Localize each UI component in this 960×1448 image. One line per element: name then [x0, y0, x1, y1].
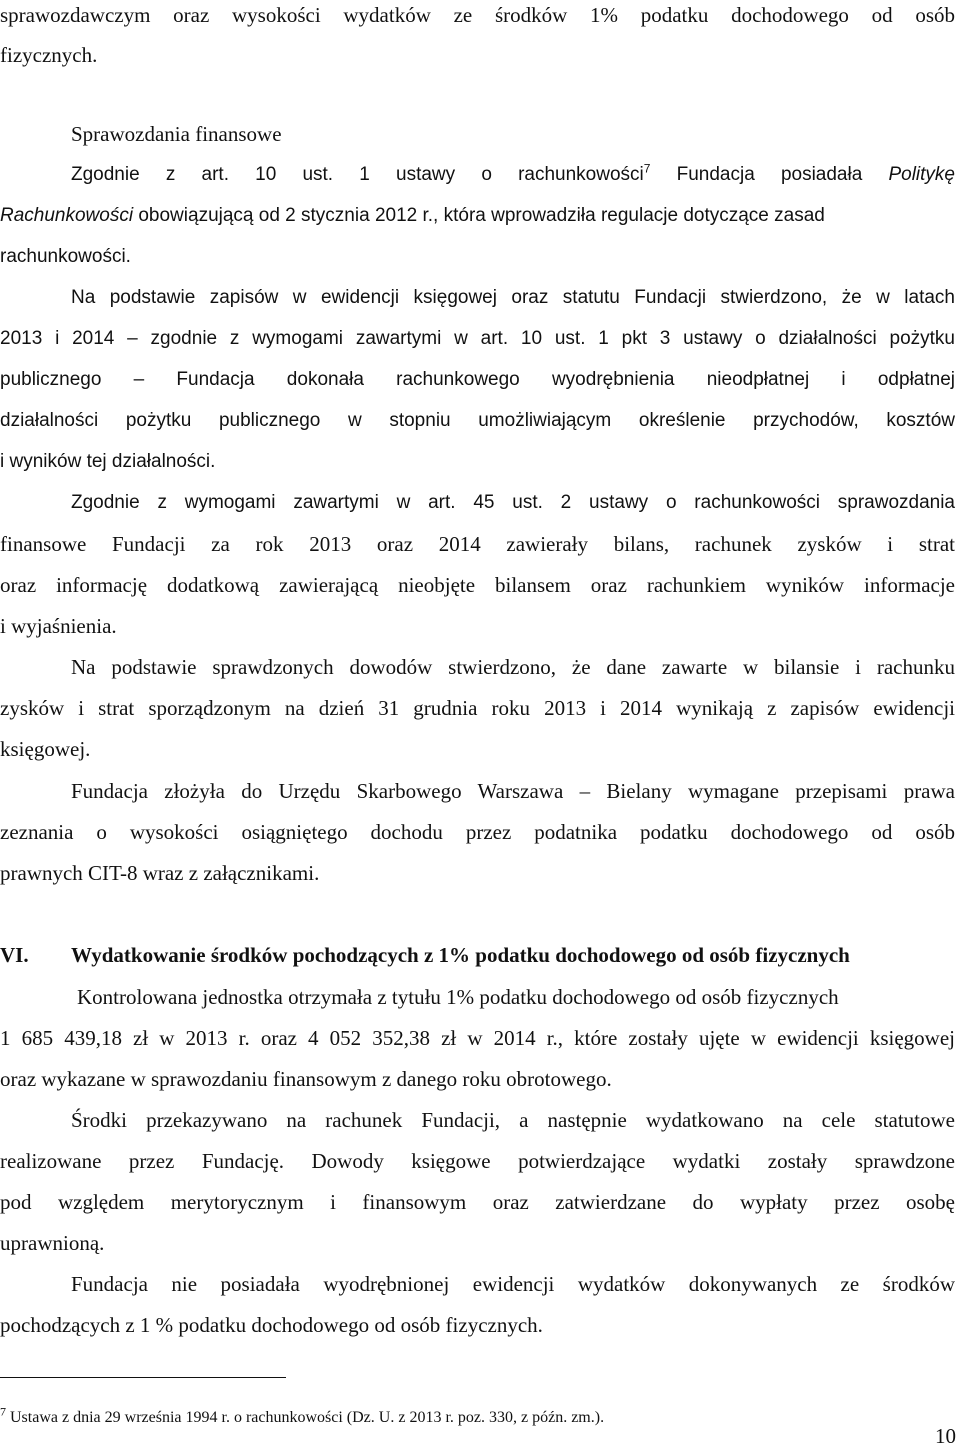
text-line: Środki przekazywano na rachunek Fundacji, a następnie wydatkowano na cele statutowe — [71, 1108, 955, 1132]
text-line: pochodzących z 1 % podatku dochodowego od osób fizycznych. — [0, 1313, 543, 1337]
text-line: zeznania o wysokości osiągniętego dochodu przez podatnika podatku dochodowego od osób — [0, 820, 955, 844]
text-line: Kontrolowana jednostka otrzymała z tytułu 1% podatku dochodowego od osób fizycznych — [77, 985, 839, 1009]
text-line: publicznego – Fundacja dokonała rachunkowego wyodrębnienia nieodpłatnej i odpłatnej — [0, 369, 955, 390]
text-line: oraz wykazane w sprawozdaniu finansowym z danego roku obrotowego. — [0, 1067, 612, 1091]
text-line: uprawnioną. — [0, 1231, 105, 1255]
text-line: pod względem merytorycznym i finansowym oraz zatwierdzane do wypłaty przez osobę — [0, 1190, 955, 1214]
page-number: 10 — [935, 1424, 956, 1448]
footnote-text: Ustawa z dnia 29 września 1994 r. o rachunkowości (Dz. U. z 2013 r. poz. 330, z późn. zm.). — [6, 1409, 605, 1426]
text-line: 1 685 439,18 zł w 2013 r. oraz 4 052 352,38 zł w 2014 r., które zostały ujęte w ewidencji księgowej — [0, 1026, 955, 1050]
text-line: fizycznych. — [0, 43, 98, 67]
text-line: Na podstawie sprawdzonych dowodów stwierdzono, że dane zawarte w bilansie i rachunku — [71, 655, 955, 679]
text-line: i wyjaśnienia. — [0, 614, 117, 638]
text-line: i wyników tej działalności. — [0, 451, 216, 472]
footnote-marker: 7 — [0, 1404, 6, 1419]
text-line: realizowane przez Fundację. Dowody księgowe potwierdzające wydatki zostały sprawdzone — [0, 1149, 955, 1173]
text-fragment: obowiązującą od 2 stycznia 2012 r., która wprowadziła regulacje dotyczące zasad — [133, 205, 825, 226]
section-title: Wydatkowanie środków pochodzących z 1% podatku dochodowego od osób fizycznych — [71, 943, 850, 967]
text-line: prawnych CIT-8 wraz z załącznikami. — [0, 861, 320, 885]
text-line — [71, 163, 955, 187]
text-line: oraz informację dodatkową zawierającą nieobjęte bilansem oraz rachunkiem wyników informacje — [0, 573, 955, 597]
footnote — [0, 1404, 605, 1428]
text-line: 2013 i 2014 – zgodnie z wymogami zawartymi w art. 10 ust. 1 pkt 3 ustawy o działalności pożytku — [0, 328, 955, 349]
text-line — [0, 204, 825, 228]
section-subheading: Sprawozdania finansowe — [71, 122, 282, 146]
text-line: finansowe Fundacji za rok 2013 oraz 2014 zawierały bilans, rachunek zysków i strat — [0, 532, 955, 556]
footnote-reference: 7 — [643, 161, 651, 176]
text-line: Zgodnie z wymogami zawartymi w art. 45 ust. 2 ustawy o rachunkowości sprawozdania — [71, 492, 955, 513]
text-line: Na podstawie zapisów w ewidencji księgowej oraz statutu Fundacji stwierdzono, że w latach — [71, 287, 955, 308]
text-line: rachunkowości. — [0, 246, 131, 267]
text-line: działalności pożytku publicznego w stopniu umożliwiającym określenie przychodów, kosztów — [0, 410, 955, 431]
italic-term: Rachunkowości — [0, 205, 134, 226]
text-fragment: Zgodnie z art. 10 ust. 1 ustawy o rachunkowości — [71, 164, 644, 185]
section-number: VI. — [0, 943, 29, 967]
text-line: Fundacja złożyła do Urzędu Skarbowego Warszawa – Bielany wymagane przepisami prawa — [71, 779, 955, 803]
text-line: sprawozdawczym oraz wysokości wydatków ze środków 1% podatku dochodowego od osób — [0, 3, 955, 27]
italic-term: Politykę — [888, 164, 955, 185]
text-line: zysków i strat sporządzonym na dzień 31 grudnia roku 2013 i 2014 wynikają z zapisów ewidencji — [0, 696, 955, 720]
text-fragment: Fundacja posiadała — [650, 164, 889, 185]
footnote-divider — [0, 1377, 286, 1378]
text-line: Fundacja nie posiadała wyodrębnionej ewidencji wydatków dokonywanych ze środków — [71, 1272, 955, 1296]
text-line: księgowej. — [0, 737, 91, 761]
